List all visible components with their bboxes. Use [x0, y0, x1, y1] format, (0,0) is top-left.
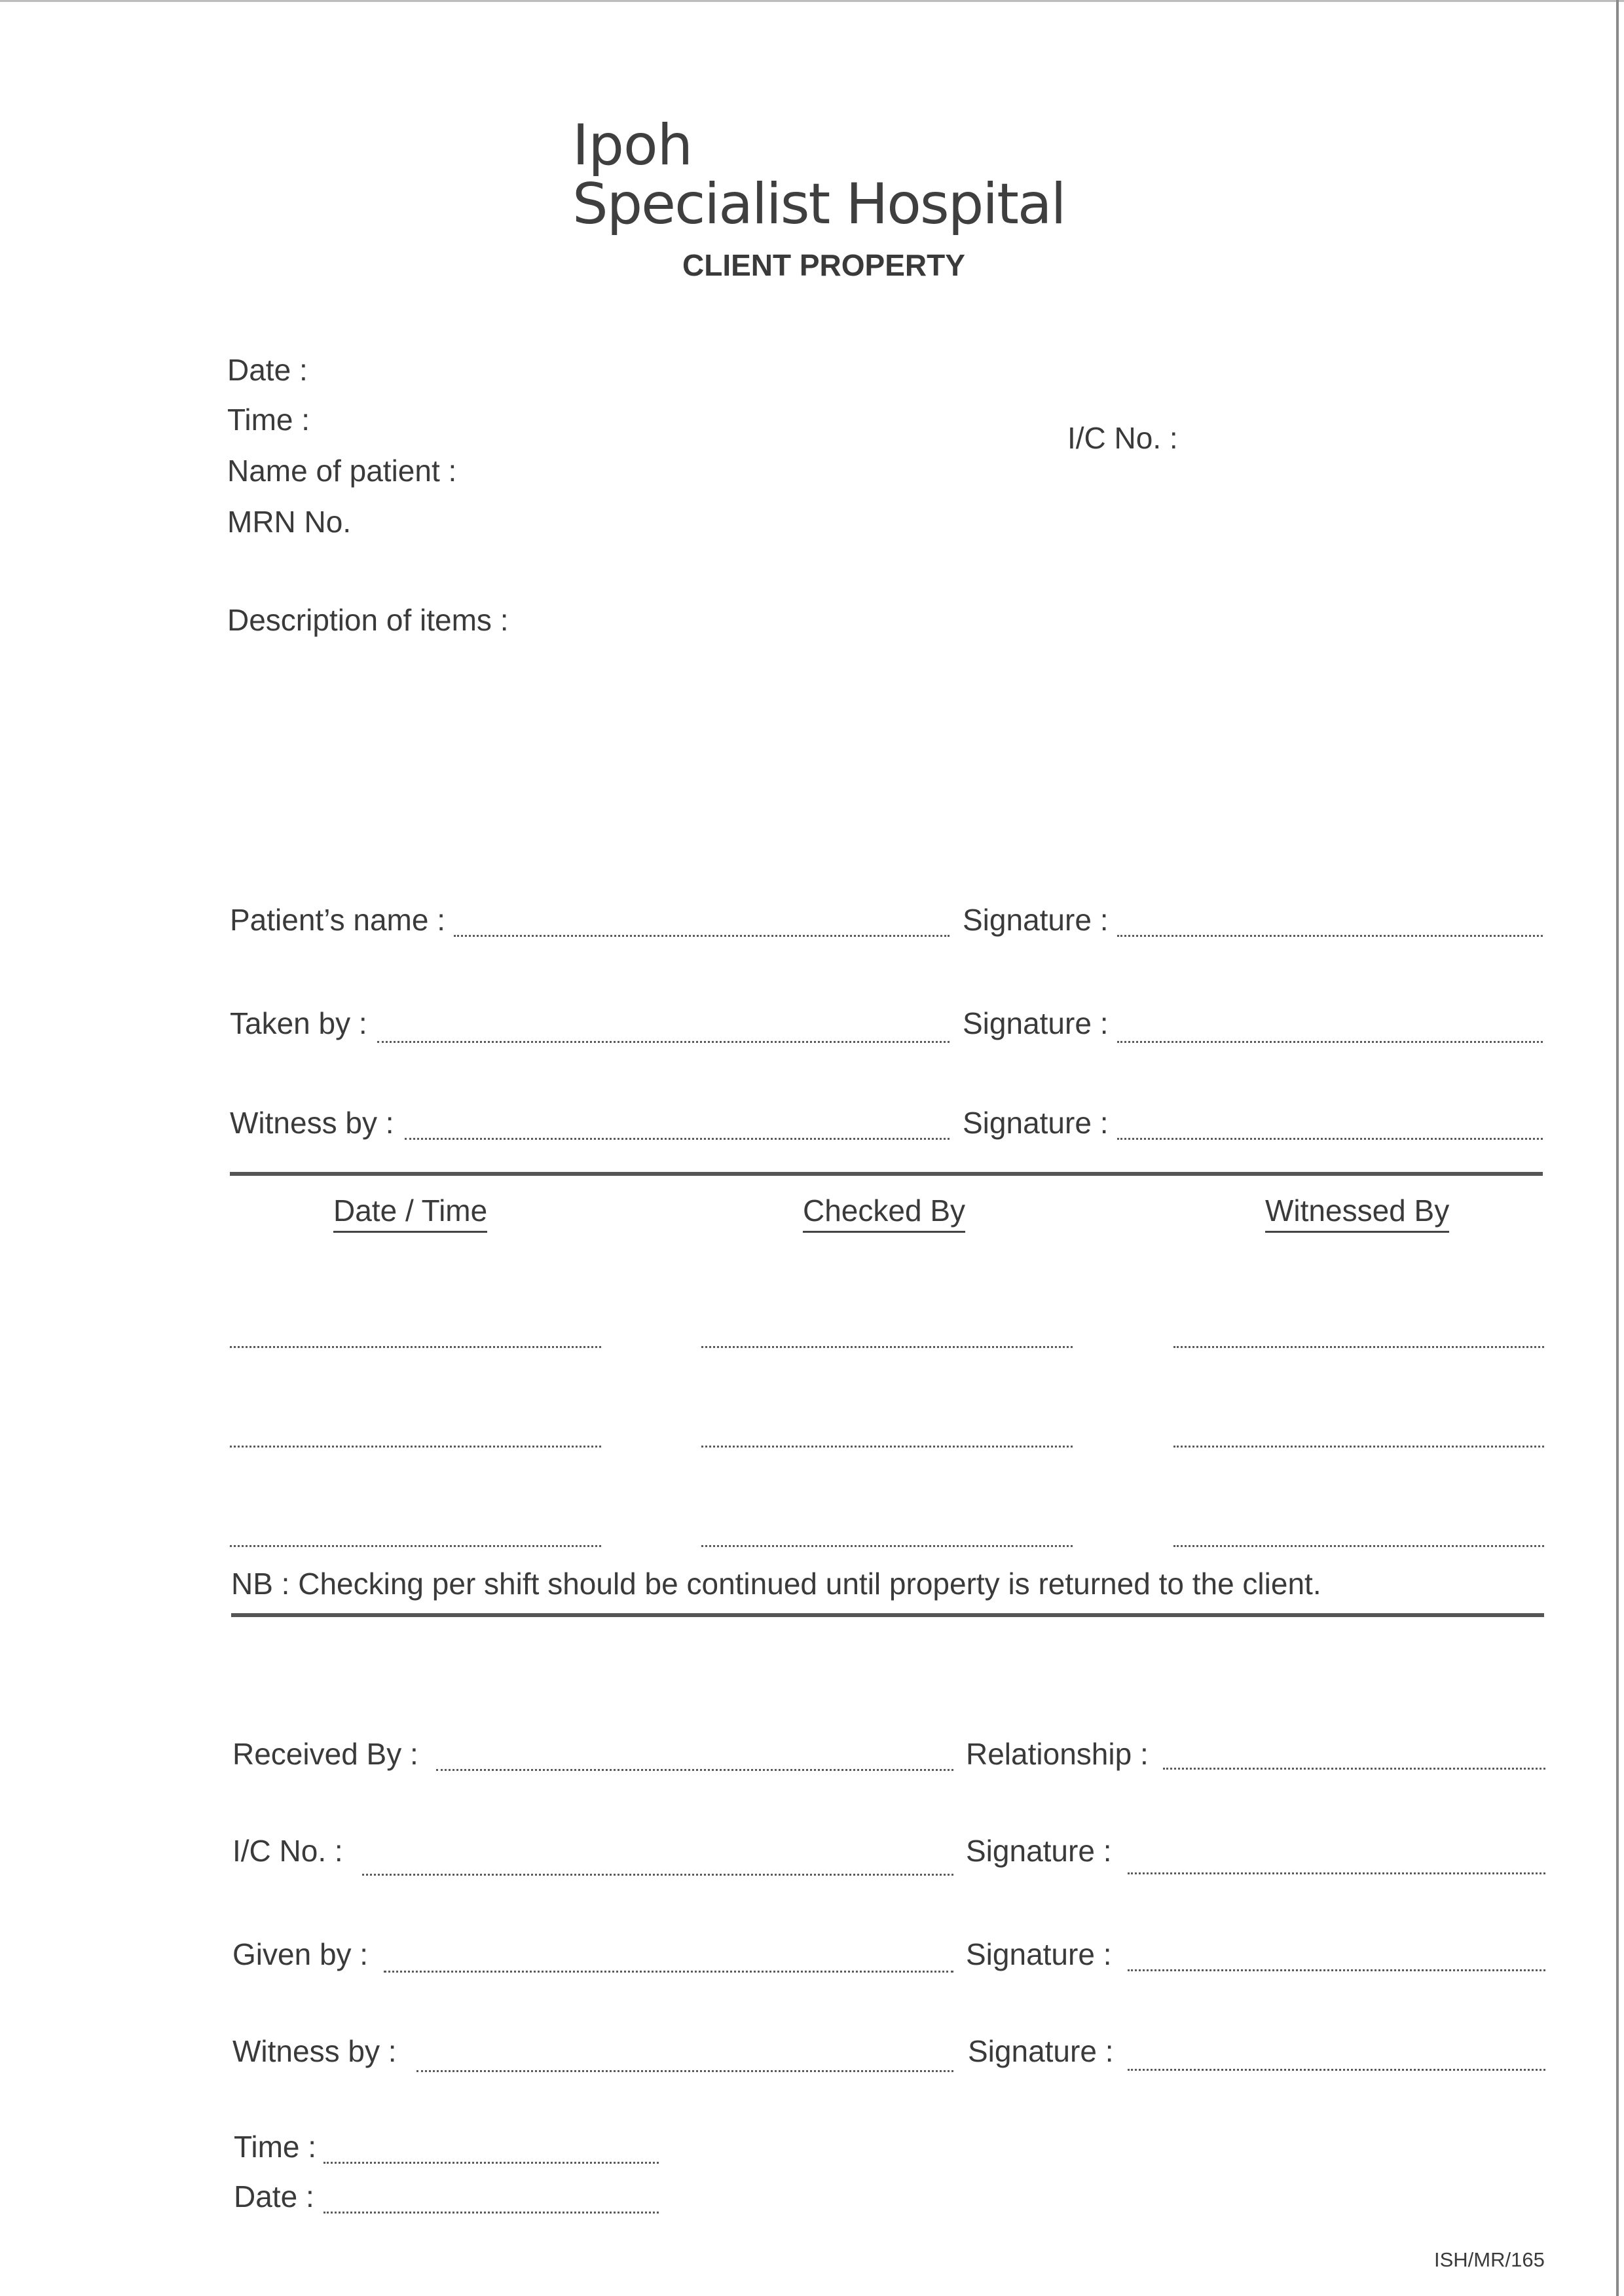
- check-row3-checked-by-field[interactable]: [701, 1545, 1073, 1547]
- given-by-field[interactable]: [384, 1971, 953, 1973]
- receiver-signature-field[interactable]: [1128, 1872, 1545, 1874]
- relationship-field[interactable]: [1163, 1768, 1545, 1770]
- taken-by-signature-label: Signature :: [963, 1006, 1109, 1040]
- return-ic-label: I/C No. :: [232, 1834, 343, 1868]
- return-witness-by-field[interactable]: [416, 2070, 953, 2072]
- check-row1-date-field[interactable]: [230, 1346, 601, 1348]
- check-row2-witnessed-by-field[interactable]: [1173, 1446, 1544, 1448]
- date-label: Date :: [227, 353, 308, 387]
- checked-by-column-header: Checked By: [803, 1193, 965, 1233]
- return-date-field[interactable]: [323, 2212, 659, 2214]
- check-row1-witnessed-by-field[interactable]: [1173, 1346, 1544, 1348]
- time-label: Time :: [227, 403, 310, 437]
- return-witness-by-label: Witness by :: [232, 2034, 397, 2068]
- ic-number-label: I/C No. :: [1067, 421, 1178, 455]
- return-witness-signature-label: Signature :: [968, 2034, 1114, 2068]
- return-time-label: Time :: [234, 2130, 317, 2164]
- description-of-items-label: Description of items :: [227, 603, 509, 637]
- relationship-label: Relationship :: [966, 1737, 1149, 1771]
- check-row2-date-field[interactable]: [230, 1446, 601, 1448]
- form-code: ISH/MR/165: [1434, 2248, 1545, 2271]
- page-edge-top: [0, 0, 1624, 2]
- check-row2-checked-by-field[interactable]: [701, 1446, 1073, 1448]
- section-divider-top: [230, 1172, 1543, 1176]
- taken-by-signature-field[interactable]: [1117, 1041, 1543, 1043]
- check-row3-date-field[interactable]: [230, 1545, 601, 1547]
- page-edge-right: [1616, 0, 1619, 2296]
- patients-name-field[interactable]: [454, 935, 950, 937]
- patient-name-label: Name of patient :: [227, 454, 457, 488]
- nb-note: NB : Checking per shift should be continued until property is returned to the client.: [231, 1567, 1321, 1601]
- return-date-label: Date :: [234, 2179, 314, 2214]
- hospital-logo-line2: Specialist Hospital: [572, 172, 1065, 237]
- witness-by-field[interactable]: [405, 1138, 950, 1140]
- form-title: CLIENT PROPERTY: [682, 248, 965, 282]
- mrn-label: MRN No.: [227, 505, 352, 539]
- check-row3-witnessed-by-field[interactable]: [1173, 1545, 1544, 1547]
- patient-signature-label: Signature :: [963, 903, 1109, 937]
- check-row1-checked-by-field[interactable]: [701, 1346, 1073, 1348]
- patients-name-label: Patient’s name :: [230, 903, 446, 937]
- received-by-label: Received By :: [232, 1737, 418, 1771]
- patient-signature-field[interactable]: [1117, 935, 1543, 937]
- witness-by-label: Witness by :: [230, 1106, 394, 1140]
- receiver-signature-label: Signature :: [966, 1834, 1112, 1868]
- return-witness-signature-field[interactable]: [1128, 2069, 1545, 2071]
- date-time-column-header: Date / Time: [333, 1193, 487, 1233]
- section-divider-bottom: [231, 1613, 1544, 1617]
- return-ic-field[interactable]: [362, 1874, 953, 1876]
- witness-signature-label: Signature :: [963, 1106, 1109, 1140]
- given-by-label: Given by :: [232, 1937, 369, 1971]
- witness-signature-field[interactable]: [1117, 1138, 1543, 1140]
- given-by-signature-label: Signature :: [966, 1937, 1112, 1971]
- witnessed-by-column-header: Witnessed By: [1265, 1193, 1449, 1233]
- hospital-logo-line1: Ipoh: [572, 113, 693, 178]
- return-time-field[interactable]: [323, 2162, 659, 2164]
- taken-by-label: Taken by :: [230, 1006, 367, 1040]
- taken-by-field[interactable]: [377, 1041, 950, 1043]
- received-by-field[interactable]: [436, 1769, 953, 1771]
- given-by-signature-field[interactable]: [1128, 1969, 1545, 1971]
